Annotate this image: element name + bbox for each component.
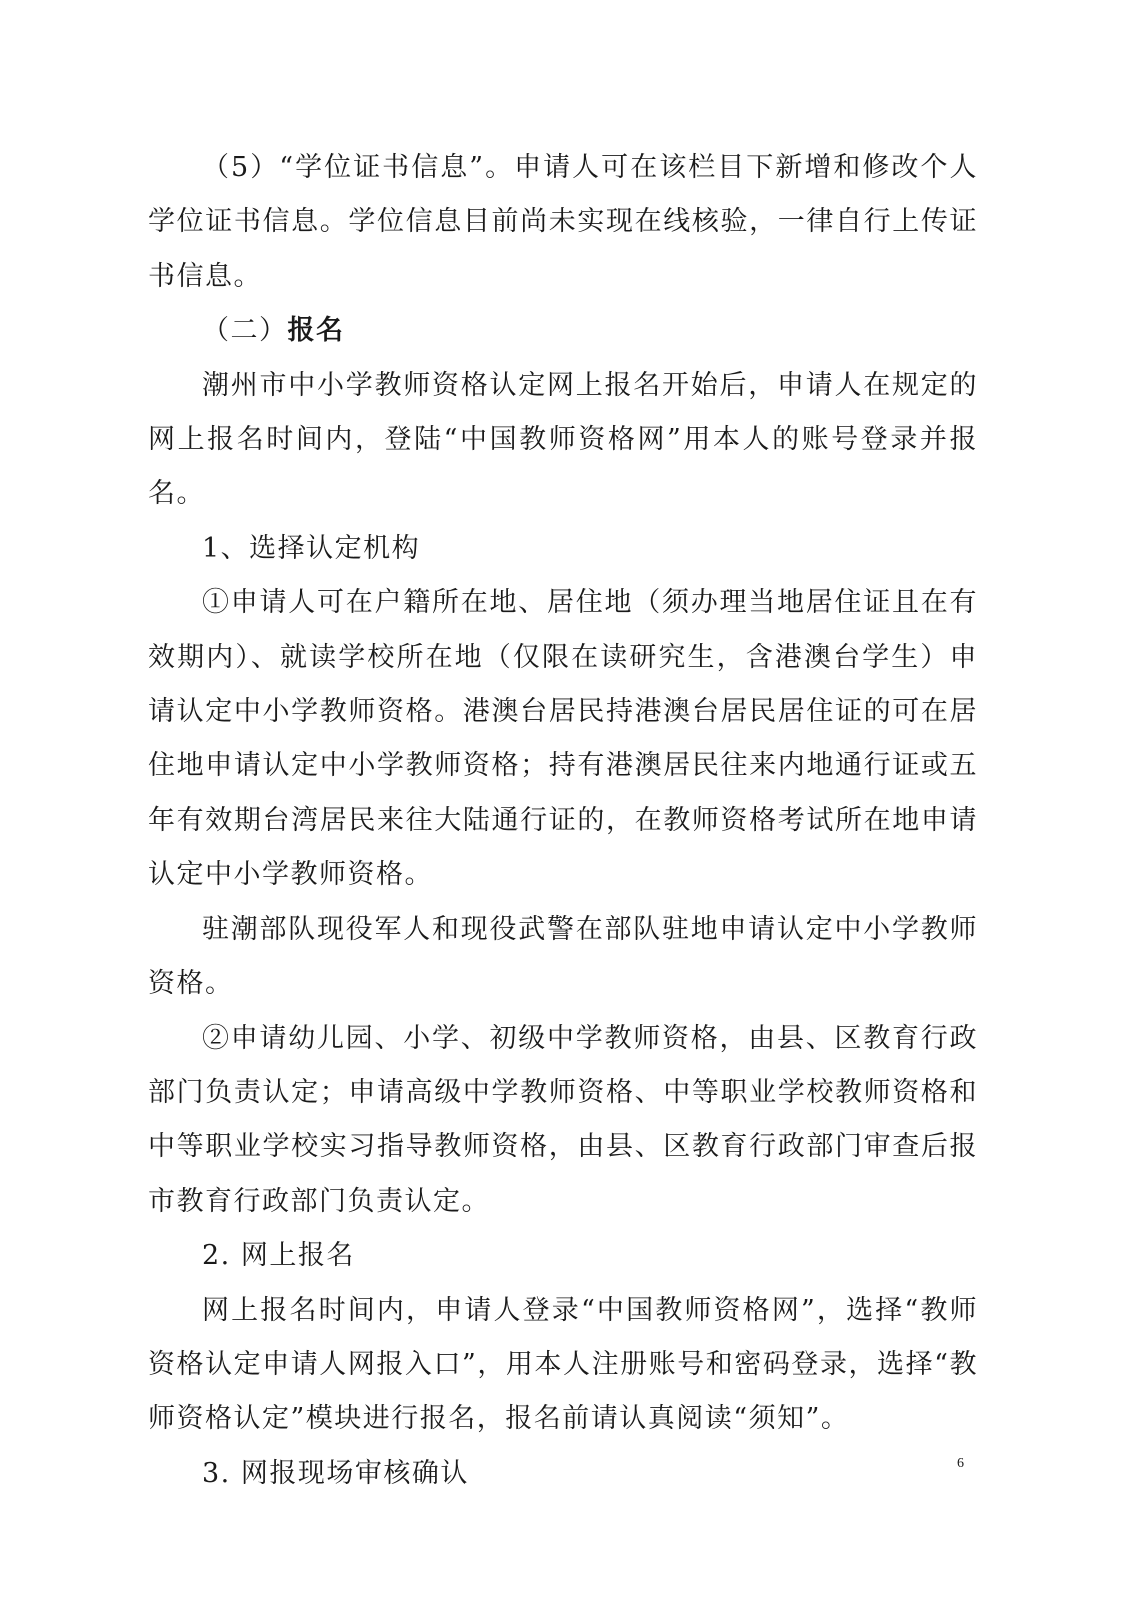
paragraph-degree-certificate-info: （5）“学位证书信息”。申请人可在该栏目下新增和修改个人学位证书信息。学位信息目前尚未实现在线核验，一律自行上传证书信息。 (148, 152, 978, 292)
paragraph-registration-intro: 潮州市中小学教师资格认定网上报名开始后，申请人在规定的网上报名时间内，登陆“中国教师资格网”用本人的账号登录并报名。 (148, 369, 978, 510)
subheading-select-institution: 1、选择认定机构 (202, 532, 421, 564)
paragraph-military-rule: 驻潮部队现役军人和现役武警在部队驻地申请认定中小学教师资格。 (148, 913, 978, 1000)
page-number: 6 (957, 1456, 964, 1471)
paragraph-institution-rule-1: ①申请人可在户籍所在地、居住地（须办理当地居住证且在有效期内）、就读学校所在地（仅限在读研究生，含港澳台学生）申请认定中小学教师资格。港澳台居民持港澳台居民居住证的可在居住地申请认定中小学教师资格；持有港澳居民往来内地通行证或五年有效期台湾居民来往大陆通行证的，在教师资格考试所在地申请认定中小学教师资格。 (148, 587, 978, 891)
paragraph-institution-rule-2: ②申请幼儿园、小学、初级中学教师资格，由县、区教育行政部门负责认定；申请高级中学教师资格、中等职业学校教师资格和中等职业学校实习指导教师资格，由县、区教育行政部门审查后报市教育行政部门负责认定。 (148, 1022, 978, 1217)
document-body (148, 141, 978, 1501)
section-heading-title: 报名 (287, 315, 345, 347)
section-heading-number: （二） (202, 315, 288, 347)
subheading-online-registration: 2. 网上报名 (202, 1240, 355, 1272)
paragraph-online-registration: 网上报名时间内，申请人登录“中国教师资格网”，选择“教师资格认定申请人网报入口”，用本人注册账号和密码登录，选择“教师资格认定”模块进行报名，报名前请认真阅读“须知”。 (148, 1294, 978, 1435)
subheading-onsite-review: 3. 网报现场审核确认 (202, 1457, 469, 1489)
section-heading-registration (148, 304, 978, 358)
